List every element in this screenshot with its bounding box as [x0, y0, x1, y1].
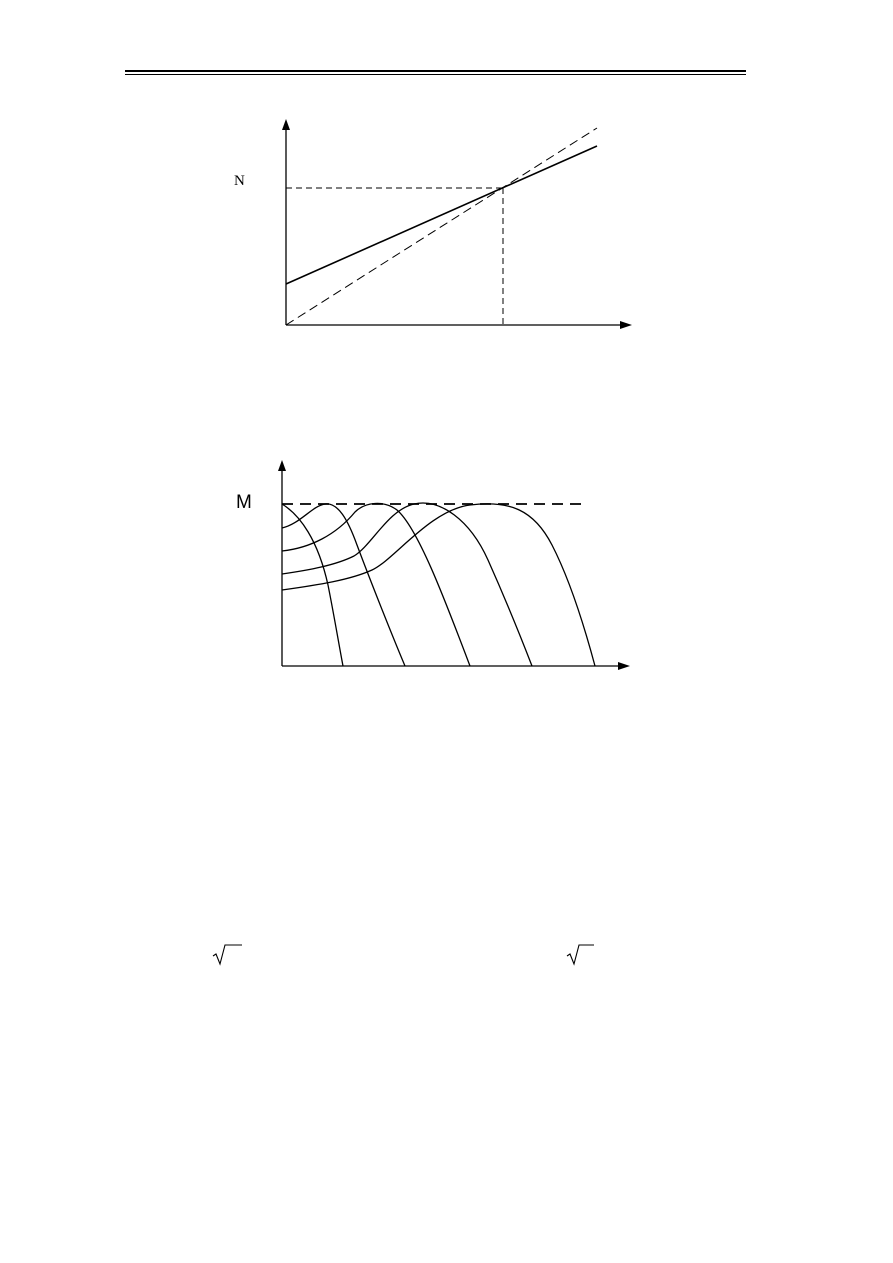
sqrt-icon — [566, 942, 596, 966]
x-axis-arrow — [620, 321, 632, 329]
figure-2-svg — [0, 445, 893, 685]
figure-1-svg — [0, 100, 893, 350]
sqrt-icon — [212, 942, 242, 966]
header-rule-thin — [125, 74, 746, 75]
y-axis-label-m: M — [236, 492, 252, 513]
x-axis-arrow — [618, 662, 630, 670]
y-axis-label-n: N — [234, 173, 245, 189]
sqrt-mark-right — [566, 942, 596, 966]
y-axis-arrow — [278, 460, 286, 471]
dashed-line — [286, 128, 597, 325]
curve-2 — [282, 504, 405, 666]
y-axis-arrow — [282, 119, 290, 130]
header-rule-thick — [125, 70, 746, 72]
figure-linear-intersection — [0, 100, 893, 350]
solid-line — [286, 146, 597, 284]
curve-3 — [282, 503, 470, 666]
figure-curve-family — [0, 445, 893, 685]
sqrt-mark-left — [212, 942, 242, 966]
